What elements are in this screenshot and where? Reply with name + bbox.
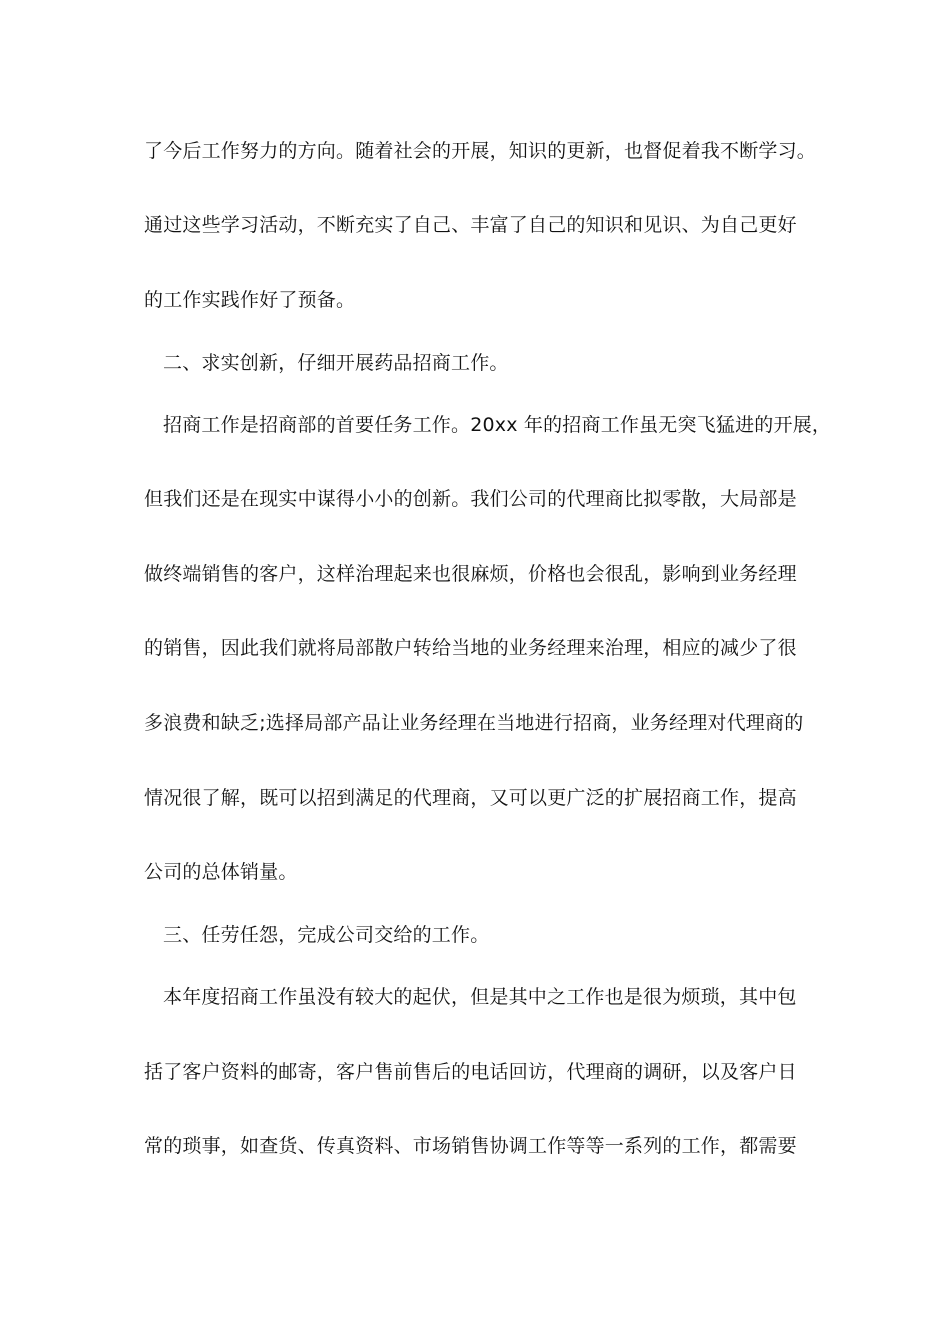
paragraph-line: 通过这些学习活动，不断充实了自己、丰富了自己的知识和见识、为自己更好 (144, 214, 797, 236)
paragraph-line: 但我们还是在现实中谋得小小的创新。我们公司的代理商比拟零散，大局部是 (144, 488, 797, 510)
section-heading: 三、任劳任怨，完成公司交给的工作。 (163, 924, 490, 946)
paragraph-line: 常的琐事，如查货、传真资料、市场销售协调工作等等一系列的工作，都需要 (144, 1135, 797, 1157)
paragraph-line: 招商工作是招商部的首要任务工作。20xx 年的招商工作虽无突飞猛进的开展， (163, 414, 832, 436)
paragraph-line: 括了客户资料的邮寄，客户售前售后的电话回访，代理商的调研，以及客户日 (144, 1061, 797, 1083)
paragraph-line: 情况很了解，既可以招到满足的代理商，又可以更广泛的扩展招商工作，提高 (144, 787, 797, 809)
paragraph-line: 的销售，因此我们就将局部散户转给当地的业务经理来治理，相应的减少了很 (144, 637, 797, 659)
paragraph-line: 公司的总体销量。 (144, 861, 298, 883)
paragraph-line: 本年度招商工作虽没有较大的起伏，但是其中之工作也是很为烦琐，其中包 (163, 986, 797, 1008)
section-heading: 二、求实创新，仔细开展药品招商工作。 (163, 352, 509, 374)
paragraph-line: 多浪费和缺乏;选择局部产品让业务经理在当地进行招商，业务经理对代理商的 (144, 712, 804, 734)
paragraph-line: 了今后工作努力的方向。随着社会的开展，知识的更新，也督促着我不断学习。 (144, 140, 817, 162)
paragraph-line: 的工作实践作好了预备。 (144, 289, 356, 311)
paragraph-line: 做终端销售的客户，这样治理起来也很麻烦，价格也会很乱，影响到业务经理 (144, 563, 797, 585)
